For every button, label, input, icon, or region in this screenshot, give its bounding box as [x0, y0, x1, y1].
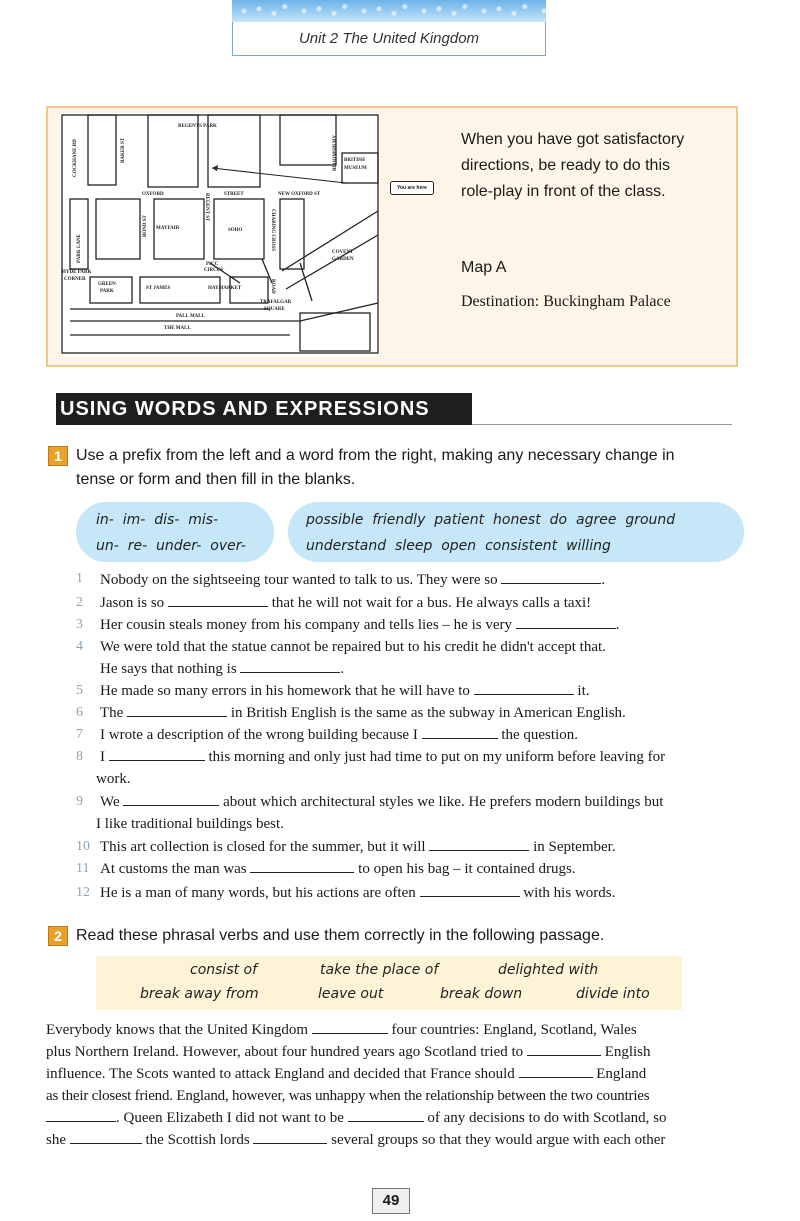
item-text: Her cousin steals money from his company and tells lies – he is very [100, 617, 512, 633]
item-text: Jason is so [100, 595, 165, 611]
answer-blank[interactable] [127, 704, 227, 717]
prefix: under- [156, 538, 202, 554]
map-label-british-2: MUSEUM [344, 166, 367, 171]
phrasal-verb: divide into [576, 986, 650, 1002]
passage-line [46, 1085, 746, 1107]
prefix: over- [210, 538, 246, 554]
map-label-trafalgar-2: SQUARE [264, 307, 285, 312]
map-label-bloomsbury: BLOOMSBURY [333, 135, 338, 171]
item-number: 3 [76, 617, 83, 632]
exercise-item [100, 836, 616, 858]
answer-blank[interactable] [109, 748, 205, 761]
map-label-road: ROAD [270, 279, 275, 294]
word: do [549, 512, 568, 528]
passage-text: of any decisions to do with Scotland, so [427, 1110, 667, 1126]
answer-blank[interactable] [250, 860, 354, 873]
passage-text: English [604, 1044, 651, 1060]
map-label-haymarket: HAYMARKET [208, 286, 242, 291]
prefix: un- [96, 538, 119, 554]
map-label-the-mall: THE MALL [164, 326, 191, 331]
item-number: 2 [76, 595, 83, 610]
header-decoration [232, 0, 546, 22]
exercise-item [100, 614, 620, 636]
map-label-oxford: OXFORD [142, 192, 164, 197]
word: willing [566, 538, 611, 554]
item-text: that he will not wait for a bus. He always calls a taxi! [271, 595, 592, 611]
item-number: 11 [76, 861, 90, 876]
answer-blank[interactable] [429, 838, 529, 851]
word: consistent [485, 538, 558, 554]
item-number: 4 [76, 639, 83, 654]
item-text: The [100, 705, 124, 721]
passage-text: influence. The Scots wanted to attack England and decided that France should [46, 1066, 515, 1082]
item-text: . [601, 572, 606, 588]
answer-blank[interactable] [240, 660, 340, 673]
item-text: He says that nothing is [100, 661, 237, 677]
passage-text: Everybody knows that the United Kingdom [46, 1022, 309, 1038]
map-label-picc-2: CIRCUS [204, 268, 224, 273]
unit-title: Unit 2 The United Kingdom [232, 22, 546, 56]
answer-blank[interactable] [420, 884, 520, 897]
exercise-item [100, 858, 576, 880]
item-text: This art collection is closed for the summer, but it will [100, 839, 426, 855]
item-text: At customs the man was [100, 861, 247, 877]
map-label-hyde-park-2: CORNER [64, 277, 86, 282]
item-text: to open his bag – it contained drugs. [358, 861, 576, 877]
passage-line [46, 1019, 746, 1041]
prefix: in- [96, 512, 114, 528]
map-label-soho: SOHO [228, 228, 243, 233]
exercise-1-instruction [76, 444, 675, 492]
map-label-british-1: BRITISH [344, 158, 365, 163]
passage-text: England [596, 1066, 647, 1082]
item-number: 6 [76, 705, 83, 720]
item-text: the question. [501, 727, 578, 743]
item-number: 12 [76, 885, 90, 900]
answer-blank[interactable] [527, 1043, 601, 1056]
phrasal-verb: break away from [140, 986, 259, 1002]
exercise-item [100, 680, 590, 702]
word: sleep [395, 538, 433, 554]
passage-text: as their closest friend. England, however, was unhappy when the relationship between the two countries [46, 1088, 650, 1104]
item-text: about which architectural styles we like. He prefers modern buildings but [223, 794, 664, 810]
item-text: in British English is the same as the subway in American English. [230, 705, 626, 721]
item-text: . [615, 617, 620, 633]
answer-blank[interactable] [422, 726, 498, 739]
prefix: mis- [188, 512, 219, 528]
item-number: 1 [76, 571, 83, 586]
map-instruction-line: role-play in front of the class. [461, 183, 666, 200]
exercise-item-continued: I like traditional buildings best. [96, 816, 284, 832]
phrasal-verb: break down [440, 986, 523, 1002]
answer-blank[interactable] [253, 1131, 327, 1144]
map-label-trafalgar-1: TRAFALGAR [260, 300, 292, 305]
map-label-covent-2: GARDEN [332, 257, 354, 262]
map-label-pall-mall: PALL MALL [176, 314, 205, 319]
answer-blank[interactable] [348, 1109, 424, 1122]
map-label-bond-st: BOND ST [143, 215, 148, 237]
prefix-row-2 [96, 538, 246, 554]
item-number: 5 [76, 683, 83, 698]
instruction-line: Use a prefix from the left and a word from the right, making any necessary change in [76, 447, 675, 464]
map-label-hyde-park-1: HYDE PARK [62, 270, 92, 275]
item-number: 9 [76, 794, 83, 809]
map-instruction-line: directions, be ready to do this [461, 157, 671, 174]
word-row-2 [306, 538, 611, 554]
section-title: USING WORDS AND EXPRESSIONS [60, 398, 430, 420]
exercise-item [100, 592, 591, 614]
passage-text: plus Northern Ireland. However, about four hundred years ago Scotland tried to [46, 1044, 524, 1060]
phrasal-verb: leave out [318, 986, 384, 1002]
phrasal-verb: take the place of [320, 962, 439, 978]
passage-line [46, 1063, 746, 1085]
exercise-item-continued: work. [96, 771, 131, 787]
item-text: with his words. [523, 885, 616, 901]
exercise-item [100, 746, 665, 768]
map-label-covent-1: COVENT [332, 250, 354, 255]
exercise-2-number: 2 [48, 926, 68, 946]
phrasal-verb: delighted with [498, 962, 599, 978]
exercise-1-number: 1 [48, 446, 68, 466]
passage-text: . Queen Elizabeth I did not want to be [116, 1110, 344, 1126]
exercise-item [100, 724, 578, 746]
map-label-charing-cross: CHARING CROSS [270, 209, 275, 252]
map-label-cockhane: COCKHANE RD [73, 139, 78, 177]
map-destination: Destination: Buckingham Palace [461, 293, 671, 310]
answer-blank[interactable] [70, 1131, 142, 1144]
word-row-1 [306, 512, 675, 528]
passage-line [46, 1129, 746, 1151]
answer-blank[interactable] [312, 1021, 388, 1034]
answer-blank[interactable] [501, 571, 601, 584]
prefix: im- [122, 512, 146, 528]
item-text: it. [577, 683, 590, 699]
map-instruction-line: When you have got satisfactory [461, 131, 685, 148]
word: honest [493, 512, 541, 528]
exercise-2-instruction: Read these phrasal verbs and use them correctly in the following passage. [76, 927, 605, 944]
item-number: 7 [76, 727, 83, 742]
answer-blank[interactable] [123, 793, 219, 806]
item-number: 10 [76, 839, 90, 854]
street-map-drawing [60, 113, 380, 356]
word: friendly [372, 512, 426, 528]
exercise-item [100, 569, 605, 591]
prefix: re- [127, 538, 148, 554]
item-text: in September. [533, 839, 616, 855]
word: ground [625, 512, 676, 528]
word: possible [306, 512, 364, 528]
map-border [62, 115, 378, 353]
section-banner-accent [466, 393, 472, 425]
exercise-item [100, 636, 606, 680]
map-label: Map A [461, 259, 507, 276]
answer-blank[interactable] [519, 1065, 593, 1078]
section-rule [472, 424, 732, 425]
item-text: He is a man of many words, but his actions are often [100, 885, 416, 901]
answer-blank[interactable] [46, 1109, 116, 1122]
passage-line [46, 1107, 746, 1129]
word: open [441, 538, 477, 554]
map-label-st-james: ST JAMES [146, 286, 171, 291]
item-text: We [100, 794, 120, 810]
map-label-park-lane: PARK LANE [77, 234, 82, 263]
item-text: We were told that the statue cannot be repaired but to his credit he didn't accept that. [100, 639, 606, 655]
item-number: 8 [76, 749, 83, 764]
map-label-street: STREET [224, 192, 244, 197]
item-text: I wrote a description of the wrong building because I [100, 727, 418, 743]
map-instruction [461, 127, 731, 205]
item-text: this morning and only just had time to put on my uniform before leaving for [208, 749, 666, 765]
map-label-regents-park: REGENTS PARK [178, 124, 217, 129]
map-label-picc-1: PICC [206, 262, 219, 267]
answer-blank[interactable] [474, 682, 574, 695]
exercise-item [100, 702, 626, 724]
map-label-green-1: GREEN [98, 282, 116, 287]
exercise-item [100, 791, 663, 813]
prefix: dis- [154, 512, 180, 528]
passage-line [46, 1041, 746, 1063]
map-label-regent-st: REGENT ST [204, 193, 209, 222]
answer-blank[interactable] [516, 616, 616, 629]
passage-text: several groups so that they would argue with each other [331, 1132, 666, 1148]
item-text: He made so many errors in his homework that he will have to [100, 683, 470, 699]
instruction-line: tense or form and then fill in the blanks. [76, 471, 356, 488]
map-label-new-oxford: NEW OXFORD ST [278, 192, 321, 197]
passage-text: four countries: England, Scotland, Wales [391, 1022, 637, 1038]
phrasal-verb: consist of [190, 962, 258, 978]
map-label-mayfair: MAYFAIR [156, 226, 180, 231]
answer-blank[interactable] [168, 594, 268, 607]
prefix-row-1 [96, 512, 218, 528]
item-text: . [340, 661, 345, 677]
passage-text: the Scottish lords [145, 1132, 250, 1148]
you-are-here-marker: You are here [390, 181, 434, 195]
street-map [60, 113, 380, 356]
map-label-green-2: PARK [100, 289, 114, 294]
exercise-item [100, 882, 615, 904]
item-text: I [100, 749, 105, 765]
passage-text: she [46, 1132, 66, 1148]
word: agree [575, 512, 617, 528]
item-text: Nobody on the sightseeing tour wanted to talk to us. They were so [100, 572, 498, 588]
word: patient [434, 512, 485, 528]
page-number: 49 [372, 1188, 410, 1214]
map-label-baker-st: BAKER ST [121, 137, 126, 163]
word: understand [306, 538, 387, 554]
